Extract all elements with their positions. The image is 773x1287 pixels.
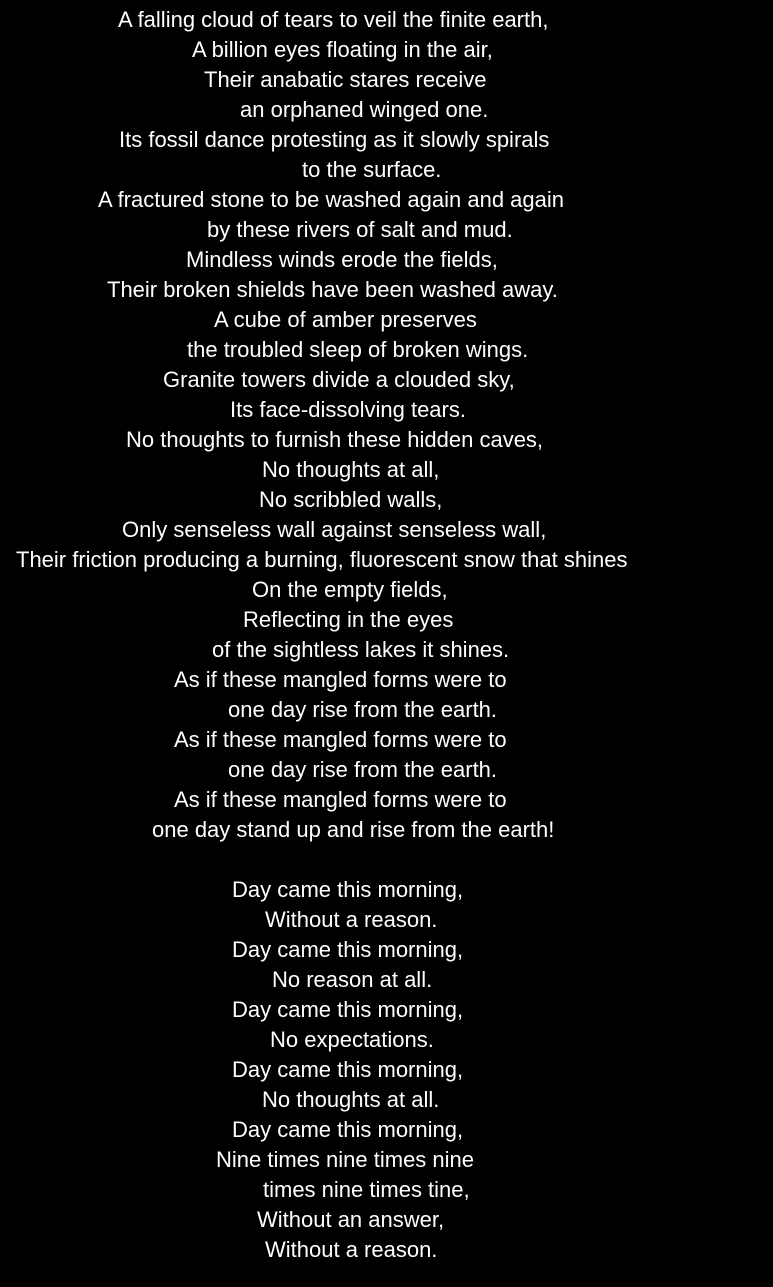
poem-line-text: No thoughts to furnish these hidden caves, [126,427,544,452]
poem-line [0,575,773,605]
poem-line-text: the troubled sleep of broken wings. [187,337,529,362]
poem-line-text: Mindless winds erode the fields, [186,247,498,272]
poem-line [0,1055,773,1085]
poem-line [0,395,773,425]
poem-line-text: On the empty fields, [252,577,448,602]
poem-line [0,515,773,545]
poem-line [0,65,773,95]
poem-line-text: Day came this morning, [232,937,464,962]
poem-line [0,665,773,695]
stanza-2 [0,875,773,1265]
poem-line-text: A falling cloud of tears to veil the finite earth, [118,7,549,32]
poem-line [0,1145,773,1175]
poem-line [0,1115,773,1145]
poem-line [0,545,773,575]
poem-line [0,1085,773,1115]
poem-line [0,935,773,965]
poem-line-text: times nine times tine, [263,1177,470,1202]
stanza-1 [0,5,773,845]
poem-line [0,35,773,65]
poem-line-text: A fractured stone to be washed again and again [98,187,565,212]
poem-line-text: an orphaned winged one. [240,97,489,122]
poem-line-text: Their friction producing a burning, fluorescent snow that shines [16,547,628,572]
poem-line [0,785,773,815]
poem-line-text: Their anabatic stares receive [204,67,487,92]
poem-line [0,155,773,185]
poem-line-text: by these rivers of salt and mud. [207,217,513,242]
poem-line-text: to the surface. [302,157,442,182]
poem-line-text: one day rise from the earth. [228,697,498,722]
poem-line-text: Day came this morning, [232,1117,464,1142]
poem-line [0,755,773,785]
poem-line-text: A cube of amber preserves [214,307,477,332]
poem-line [0,1205,773,1235]
poem-line [0,1025,773,1055]
poem-line [0,365,773,395]
poem-line [0,305,773,335]
poem-line-text: No reason at all. [272,967,433,992]
poem-line-text: Its face-dissolving tears. [230,397,466,422]
poem-line-text: A billion eyes floating in the air, [192,37,493,62]
poem-line [0,995,773,1025]
poem-line-text: Without an answer, [257,1207,445,1232]
poem-line-text: Day came this morning, [232,997,464,1022]
stanza-break [0,845,773,875]
poem-line-text: one day stand up and rise from the earth! [152,817,555,842]
poem-line-text: No expectations. [270,1027,434,1052]
poem-line-text: Nine times nine times nine [216,1147,475,1172]
poem-line [0,455,773,485]
poem-line-text: one day rise from the earth. [228,757,498,782]
poem-line [0,125,773,155]
poem-line [0,425,773,455]
poem-line [0,245,773,275]
poem-line [0,95,773,125]
poem-line-text: Only senseless wall against senseless wall, [122,517,547,542]
poem-line [0,725,773,755]
poem-line [0,485,773,515]
poem-line [0,695,773,725]
poem-line-text: No thoughts at all, [262,457,440,482]
poem-line-text: No thoughts at all. [262,1087,440,1112]
poem-line-text: Day came this morning, [232,1057,464,1082]
poem-line-text: Without a reason. [265,907,438,932]
poem-line [0,875,773,905]
poem-line-text: As if these mangled forms were to [174,787,507,812]
poem-line-text: Its fossil dance protesting as it slowly spirals [119,127,550,152]
poem-line-text: Without a reason. [265,1237,438,1262]
poem-line [0,905,773,935]
poem-line [0,635,773,665]
poem-line [0,1175,773,1205]
poem-line-text: As if these mangled forms were to [174,667,507,692]
poem-line-text: No scribbled walls, [259,487,443,512]
poem-line-text: of the sightless lakes it shines. [212,637,510,662]
poem-line-text: Day came this morning, [232,877,464,902]
poem-line [0,5,773,35]
poem-text [0,5,773,1265]
poem-line [0,275,773,305]
poem-line-text: Granite towers divide a clouded sky, [163,367,515,392]
poem-line [0,1235,773,1265]
poem-line [0,815,773,845]
poem-line [0,965,773,995]
poem-line [0,185,773,215]
poem-line-text: Reflecting in the eyes [243,607,454,632]
poem-line-text: As if these mangled forms were to [174,727,507,752]
poem-line-text: Their broken shields have been washed away. [107,277,558,302]
poem-line [0,605,773,635]
poem-line [0,335,773,365]
poem-line [0,215,773,245]
